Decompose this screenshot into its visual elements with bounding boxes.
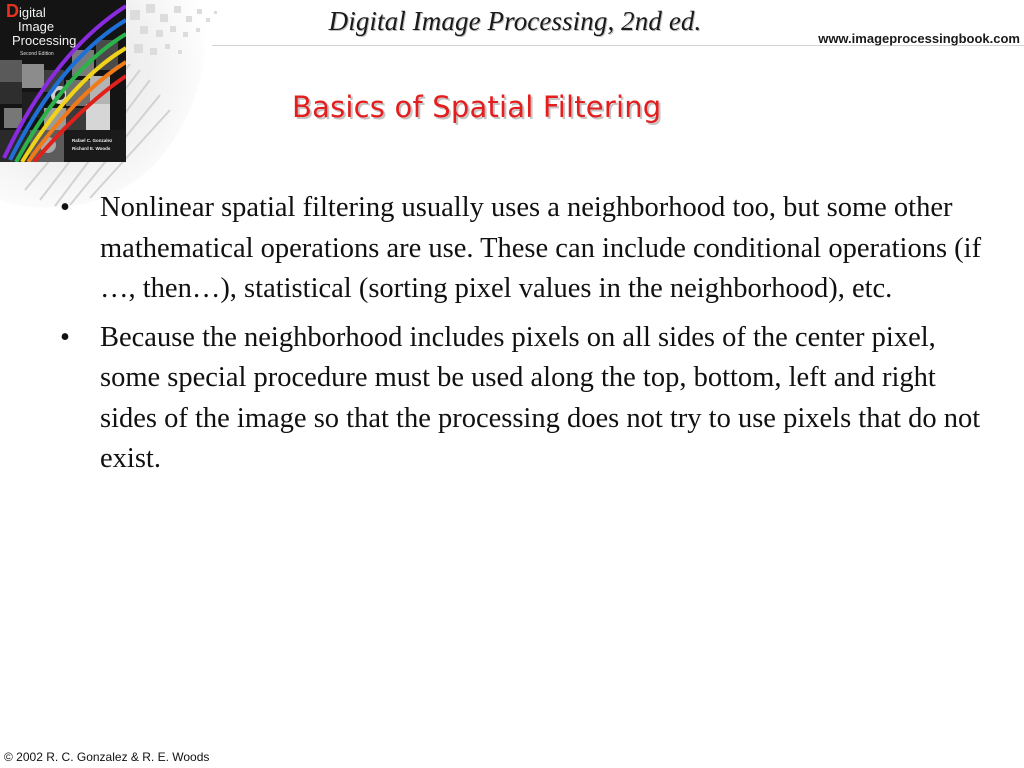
- bullet-list: [54, 188, 984, 488]
- copyright-footer: © 2002 R. C. Gonzalez & R. E. Woods: [4, 750, 210, 764]
- bullet-icon: •: [60, 321, 70, 353]
- cover-author-1: Rafael C. Gonzalez: [72, 138, 113, 143]
- cover-title-line1: igital: [19, 5, 46, 20]
- cover-edition: Second Edition: [20, 51, 54, 57]
- cover-title-initial: D: [6, 1, 19, 21]
- book-cover-image: [0, 0, 126, 162]
- bullet-item: [54, 318, 984, 480]
- bullet-icon: •: [60, 192, 70, 223]
- site-url-link[interactable]: www.imageprocessingbook.com: [818, 31, 1020, 46]
- cover-title: [6, 1, 77, 48]
- cover-authors: [72, 137, 112, 153]
- bullet-item: [54, 188, 984, 310]
- cover-title-line3: Processing: [12, 33, 77, 48]
- cover-title-line2: Image: [18, 19, 55, 34]
- slide-title: Basics of Spatial Filtering: [292, 90, 662, 124]
- bullet-text: Because the neighborhood includes pixels on all sides of the center pixel, some special procedure must be used along the top, bottom, left and right sides of the image so that the processing does not try to use pixels that do not exist.: [100, 321, 981, 474]
- cover-author-2: Richard E. Woods: [72, 146, 111, 151]
- book-title: Digital Image Processing, 2nd ed.: [328, 6, 702, 36]
- bullet-text: Nonlinear spatial filtering usually uses a neighborhood too, but some other mathematical operations are use. These can include conditional operations (if …, then…), statistical (sorting pixel values in the neighborhood), etc.: [100, 192, 982, 304]
